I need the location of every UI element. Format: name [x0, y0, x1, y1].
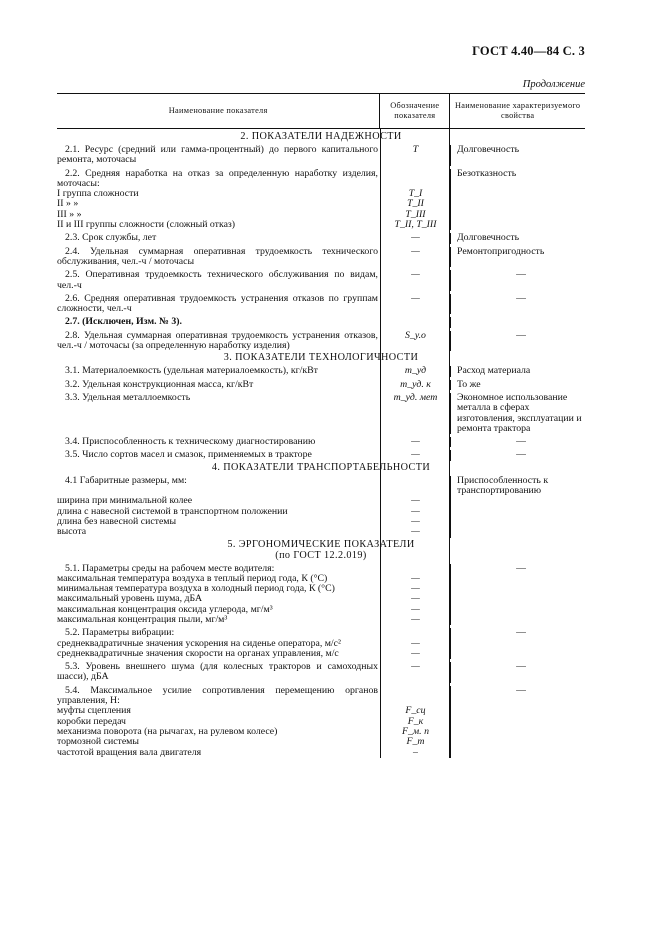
table-row — [57, 447, 585, 460]
property-name: Долговечность — [450, 145, 585, 166]
property-name: — — [450, 437, 585, 447]
indicator-symbol: — — [380, 270, 450, 291]
section-title: 2. ПОКАЗАТЕЛИ НАДЕЖНОСТИ — [240, 131, 402, 142]
indicator-name: 3.1. Материалоемкость (удельная материалоемкость), кг/кВт — [65, 365, 318, 377]
section-title: 5. ЭРГОНОМИЧЕСКИЕ ПОКАЗАТЕЛИ — [227, 538, 415, 550]
table-row — [57, 267, 585, 291]
indicator-name: 3.5. Число сортов масел и смазок, применяемых в тракторе — [65, 449, 312, 461]
continuation-label: Продолжение — [522, 79, 585, 90]
table-row — [57, 363, 585, 376]
indicator-name: максимальный уровень шума, дБА — [57, 593, 203, 605]
indicator-symbol: m_уд. к — [380, 380, 450, 390]
table-row — [57, 527, 585, 537]
property-name — [450, 615, 585, 625]
property-name — [450, 727, 585, 737]
indicator-name: максимальная концентрация пыли, мг/м³ — [57, 613, 228, 625]
section-title: 4. ПОКАЗАТЕЛИ ТРАНСПОРТАБЕЛЬНОСТИ — [211, 461, 431, 473]
indicator-name: 2.8. Удельная суммарная оперативная трудоемкость устранения отказов, чел.-ч / моточасы (за определенную наработку изделия) — [57, 329, 378, 352]
indicator-name: 3.3. Удельная металлоемкость — [65, 391, 191, 403]
property-name — [450, 189, 585, 199]
indicator-symbol: — — [380, 450, 450, 460]
indicator-name: механизма поворота (на рычагах, на рулевом колесе) — [57, 725, 278, 737]
indicator-symbol: — — [380, 527, 450, 537]
table-row — [57, 142, 585, 166]
table-row — [57, 517, 585, 527]
property-name: — — [450, 564, 585, 574]
section-heading — [57, 351, 585, 363]
indicator-symbol: — — [380, 574, 450, 584]
property-name — [450, 199, 585, 209]
indicator-symbol: — — [380, 247, 450, 268]
property-name — [450, 527, 585, 537]
section-heading — [57, 129, 585, 142]
table-row — [57, 291, 585, 315]
table-row — [57, 473, 585, 497]
indicator-name: максимальная концентрация оксида углерода, мг/м³ — [57, 603, 273, 615]
indicator-name: 5.4. Максимальное усилие сопротивления перемещению органов управления, Н: — [57, 684, 378, 707]
indicator-symbol: F_т — [380, 737, 450, 747]
document-header: ГОСТ 4.40—84 С. 3 — [472, 44, 585, 58]
indicator-symbol: — — [380, 584, 450, 594]
indicator-symbol: F_к — [380, 717, 450, 727]
table-row — [57, 244, 585, 268]
column-header-property: Наименование характеризуемого свойства — [449, 94, 585, 128]
indicator-name: I группа сложности — [57, 188, 139, 200]
table-body — [57, 129, 585, 758]
indicator-symbol — [380, 169, 450, 190]
table-row — [57, 706, 585, 716]
indicator-symbol: — — [380, 594, 450, 604]
indicator-symbol — [380, 686, 450, 707]
section-title: 3. ПОКАЗАТЕЛИ ТЕХНОЛОГИЧНОСТИ — [223, 352, 419, 364]
indicator-name: 5.3. Уровень внешнего шума (для колесных тракторов и самоходных шасси), дБА — [57, 661, 378, 683]
indicator-name: 3.4. Приспособленность к техническому диагностированию — [65, 436, 316, 448]
column-divider — [380, 129, 381, 758]
indicator-symbol: T_II, T_III — [380, 220, 450, 230]
indicator-name: 4.1 Габаритные размеры, мм: — [65, 474, 187, 486]
indicator-name: коробки передач — [57, 715, 126, 727]
property-name — [450, 748, 585, 758]
indicator-symbol: T — [380, 145, 450, 166]
indicator-symbol: — — [380, 662, 450, 683]
indicator-name: 2.7. (Исключен, Изм. № 3). — [65, 316, 182, 328]
indicator-symbol: — — [380, 496, 450, 506]
indicator-name: частотой вращения вала двигателя — [57, 746, 202, 758]
property-name: Безотказность — [450, 169, 585, 190]
indicator-name: тормозной системы — [57, 736, 139, 748]
indicator-symbol: S_у.о — [380, 331, 450, 352]
indicator-symbol: — — [380, 615, 450, 625]
indicator-symbol: – — [380, 748, 450, 758]
property-name — [450, 639, 585, 649]
indicator-name: 2.6. Средняя оперативная трудоемкость устранения отказов по группам сложности, чел.-ч — [57, 292, 378, 315]
indicator-name: II и III группы сложности (сложный отказ) — [57, 219, 236, 231]
table-row — [57, 625, 585, 638]
table-row — [57, 737, 585, 747]
property-name — [450, 649, 585, 659]
table-row — [57, 314, 585, 327]
indicator-name: 5.1. Параметры среды на рабочем месте водителя: — [65, 562, 275, 574]
property-name: Приспособленность к транспортированию — [450, 476, 585, 497]
indicator-symbol: — — [380, 437, 450, 447]
indicator-symbol: — — [380, 294, 450, 315]
indicator-name: муфты сцепления — [57, 705, 131, 717]
property-name — [450, 507, 585, 517]
indicator-name: 3.2. Удельная конструкционная масса, кг/кВт — [65, 378, 254, 390]
indicator-symbol: T_I — [380, 189, 450, 199]
table-row — [57, 328, 585, 352]
indicator-symbol: F_сц — [380, 706, 450, 716]
indicator-name: III » » — [57, 208, 82, 220]
column-header-name: Наименование показателя — [168, 106, 268, 116]
property-name: — — [450, 450, 585, 460]
table-row — [57, 659, 585, 683]
property-name — [450, 574, 585, 584]
property-name: Расход материала — [450, 366, 585, 376]
table-row — [57, 649, 585, 659]
property-name — [450, 584, 585, 594]
table-row — [57, 683, 585, 707]
table-row — [57, 230, 585, 243]
property-name: — — [450, 294, 585, 315]
indicator-name: II » » — [57, 198, 79, 210]
property-name — [450, 706, 585, 716]
indicator-name: длина с навесной системой в транспортном положении — [57, 505, 288, 517]
indicator-symbol: T_III — [380, 210, 450, 220]
indicator-name: 2.1. Ресурс (средний или гамма-процентный) до первого капитального ремонта, моточасы — [57, 144, 378, 166]
property-name — [450, 317, 585, 327]
table-row — [57, 748, 585, 758]
indicator-name: среднеквадратичные значения ускорения на сиденье оператора, м/с² — [57, 637, 341, 649]
property-name: — — [450, 662, 585, 683]
property-name: Долговечность — [450, 233, 585, 243]
indicator-symbol: — — [380, 649, 450, 659]
table-header — [57, 93, 585, 129]
property-name: Ремонтопригодность — [450, 247, 585, 268]
indicator-name: 2.3. Срок службы, лет — [65, 232, 157, 244]
indicator-symbol — [380, 476, 450, 497]
indicator-symbol: — — [380, 605, 450, 615]
property-name — [450, 210, 585, 220]
indicator-name: высота — [57, 526, 87, 538]
property-name: Экономное использование металла в сферах изготовления, эксплуатации и ремонта трактора — [450, 393, 585, 434]
indicator-symbol — [380, 317, 450, 327]
column-divider — [449, 129, 450, 758]
indicator-name: ширина при минимальной колее — [57, 495, 193, 507]
property-name: — — [450, 686, 585, 707]
table-row — [57, 189, 585, 199]
indicator-symbol: T_II — [380, 199, 450, 209]
indicator-symbol: m_уд. мет — [380, 393, 450, 434]
indicator-name: длина без навесной системы — [57, 515, 177, 527]
property-name — [450, 220, 585, 230]
property-name: То же — [450, 380, 585, 390]
indicator-symbol: — — [380, 517, 450, 527]
property-name: — — [450, 628, 585, 638]
indicator-name: 2.5. Оперативная трудоемкость технического обслуживания по видам, чел.-ч — [57, 269, 378, 291]
table-row — [57, 390, 585, 434]
table-row — [57, 166, 585, 190]
table-row — [57, 220, 585, 230]
indicator-name: 2.2. Средняя наработка на отказ за определенную наработку изделия, моточасы: — [57, 167, 378, 189]
indicators-table — [57, 93, 585, 758]
table-row — [57, 199, 585, 209]
property-name — [450, 594, 585, 604]
property-name — [450, 517, 585, 527]
indicator-name: минимальная температура воздуха в холодный период года, К (°С) — [57, 583, 335, 595]
section-heading — [57, 461, 585, 473]
property-name — [450, 717, 585, 727]
property-name — [450, 605, 585, 615]
indicator-symbol: — — [380, 233, 450, 243]
property-name — [450, 737, 585, 747]
section-heading — [57, 538, 585, 561]
table-row — [57, 615, 585, 625]
indicator-name: максимальная температура воздуха в теплый период года, К (°С) — [57, 572, 328, 584]
indicator-symbol: — — [380, 507, 450, 517]
indicator-name: 2.4. Удельная суммарная оперативная трудоемкость технического обслуживания, чел.-ч / моточасы — [57, 245, 378, 267]
indicator-symbol: F_м. п — [380, 727, 450, 737]
indicator-name: среднеквадратичные значения скорости на органах управления, м/с — [57, 647, 339, 659]
property-name — [450, 496, 585, 506]
property-name: — — [450, 331, 585, 352]
column-header-symbol: Обозначение показателя — [379, 94, 449, 128]
table-row — [57, 561, 585, 574]
table-row — [57, 434, 585, 447]
indicator-name: 5.2. Параметры вибрации: — [65, 627, 175, 639]
section-subtitle: (по ГОСТ 12.2.019) — [275, 549, 367, 561]
table-row — [57, 377, 585, 390]
property-name: — — [450, 270, 585, 291]
indicator-symbol: — — [380, 639, 450, 649]
indicator-symbol: m_уд — [380, 366, 450, 376]
